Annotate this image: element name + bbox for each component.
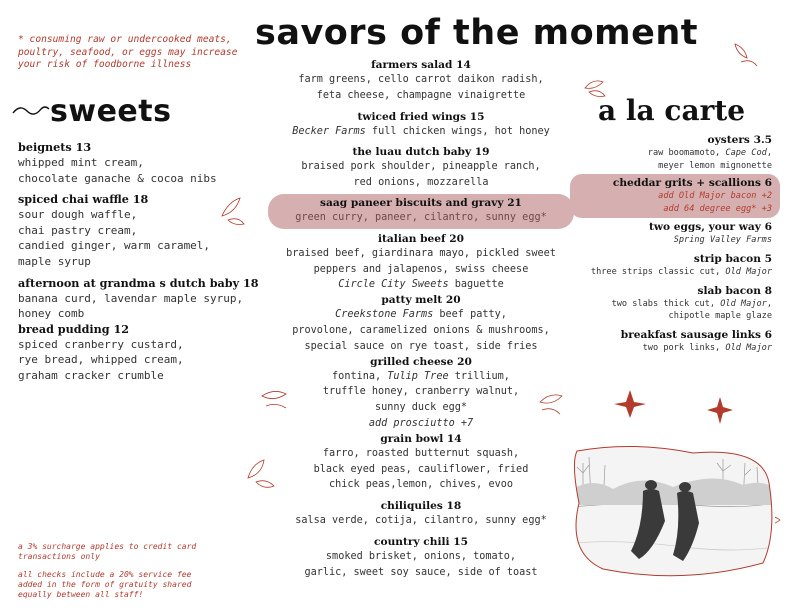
- menu-item-desc: chocolate ganache & cocoa nibs: [18, 171, 217, 185]
- menu-item-desc-pre: two slabs thick cut,: [611, 298, 721, 309]
- menu-item-desc: sunny duck egg*: [374, 402, 467, 414]
- menu-item-desc-pre: three strips classic cut,: [590, 266, 726, 277]
- sparkle-icon: [707, 397, 733, 424]
- menu-item-desc: graham cracker crumble: [18, 368, 164, 382]
- menu-item-desc: [268, 307, 574, 323]
- menu-item-name: italian beef 20: [378, 232, 464, 245]
- farm-name: Cape Cod: [725, 148, 767, 158]
- menu-item-desc: [590, 266, 772, 279]
- food-safety-notice: * consuming raw or undercooked meats, poultry, seafood, or eggs may increase your risk of foodborne illness: [18, 34, 238, 70]
- menu-title: savors of the moment: [255, 13, 698, 53]
- menu-item-name: slab bacon 8: [697, 284, 772, 297]
- menu-item-desc: chipotle maple glaze: [668, 311, 772, 322]
- menu-item-addon: add 64 degree egg* +3: [663, 203, 772, 214]
- menu-item-name: twiced fried wings 15: [357, 110, 485, 123]
- menu-item-desc-pre: two pork links,: [642, 342, 726, 353]
- menu-item-desc: whipped mint cream,: [18, 156, 144, 169]
- menu-item-desc: farm greens, cello carrot daikon radish,: [298, 74, 544, 85]
- a-la-carte-heading: a la carte: [598, 94, 746, 127]
- menu-item-desc: black eyed peas, cauliflower, fried: [313, 463, 529, 475]
- menu-item-desc: braised pork shoulder, pineapple ranch,: [301, 161, 541, 173]
- menu-item-desc: spiced cranberry custard,: [18, 337, 184, 351]
- menu-item-name: bread pudding 12: [18, 321, 130, 336]
- ice-skaters-illustration: [573, 443, 775, 579]
- sparkle-icon: [614, 390, 646, 418]
- menu-item-name: the luau dutch baby 19: [352, 146, 490, 159]
- menu-item-desc: rye bread, whipped cream,: [18, 353, 184, 367]
- menu-item-desc: braised beef, giardinara mayo, pickled sweet: [286, 247, 556, 259]
- farm-name: Old Major: [725, 266, 772, 277]
- sweets-section: [18, 140, 278, 384]
- menu-item-name: strip bacon 5: [693, 252, 772, 265]
- menu-item-name: saag paneer biscuits and gravy 21: [320, 196, 522, 209]
- menu-item-name: afternoon at grandma s dutch baby 18: [18, 275, 259, 290]
- menu-item-desc: meyer lemon mignonette: [658, 160, 772, 171]
- menu-item-addon: add prosciutto +7: [368, 417, 474, 429]
- menu-item-desc: smoked brisket, onions, tomato,: [325, 550, 517, 562]
- menu-item-desc: red onions, mozzarella: [353, 177, 489, 189]
- menu-item-desc-rest: beef patty,: [433, 309, 507, 321]
- menu-item-desc: chick peas,lemon, chives, evoo: [328, 479, 513, 491]
- featured-item-highlight: [570, 174, 780, 218]
- farm-name: Creekstone Farms: [335, 309, 434, 321]
- farm-name: Tulip Tree: [387, 370, 449, 382]
- menu-item-name: oysters 3.5: [707, 134, 772, 146]
- menu-item-desc: candied ginger, warm caramel,: [18, 239, 211, 253]
- vendor-name: Circle City Sweets: [338, 279, 449, 291]
- sweets-heading: sweets: [50, 94, 172, 129]
- menu-item-desc-rest: trillium,: [448, 370, 510, 382]
- menu-item-desc: honey comb: [18, 307, 85, 321]
- menu-item-desc: salsa verde, cotija, cilantro, sunny egg*: [295, 515, 547, 527]
- menu-item-desc: sour dough waffle,: [18, 208, 138, 222]
- menu-item-desc: [268, 124, 574, 140]
- featured-item-highlight: [268, 194, 574, 229]
- menu-item-desc: [268, 369, 574, 385]
- menu-item-name: two eggs, your way 6: [648, 221, 772, 234]
- farm-name: Old Major: [725, 342, 772, 353]
- a-la-carte-section: [590, 133, 772, 354]
- surcharge-note: a 3% surcharge applies to credit card transactions only: [18, 542, 197, 561]
- menu-item-desc: provolone, caramelized onions & mushrooms,: [292, 324, 550, 336]
- menu-item-desc: maple syrup: [18, 254, 91, 268]
- menu-item-addon: add Old Major bacon +2: [658, 191, 772, 202]
- menu-item-desc: farro, roasted butternut squash,: [322, 447, 520, 459]
- menu-item-name: patty melt 20: [381, 294, 461, 307]
- menu-item-name: spiced chai waffle 18: [18, 192, 149, 207]
- menu-item-desc-rest: baguette: [448, 279, 504, 291]
- farm-name: Old Major: [720, 298, 767, 309]
- menu-item-desc: chai pastry cream,: [18, 223, 138, 237]
- menu-item-desc: [268, 277, 574, 293]
- menu-item-name: farmers salad 14: [371, 59, 471, 71]
- menu-item-name: breakfast sausage links 6: [620, 328, 772, 341]
- farm-name: Becker Farms: [292, 125, 366, 137]
- menu-item-desc-pre: raw boomamoto,: [647, 148, 726, 158]
- menu-item-desc: green curry, paneer, cilantro, sunny egg*: [295, 211, 547, 223]
- menu-item-name: chiliquiles 18: [380, 500, 462, 513]
- menu-item-desc: special sauce on rye toast, side fries: [304, 340, 538, 352]
- menu-item-name: grilled cheese 20: [370, 355, 472, 368]
- footer-notes: [18, 542, 218, 608]
- mains-section: [268, 58, 574, 581]
- menu-item-desc-post: ,: [766, 298, 772, 309]
- menu-item-desc-pre: fontina,: [332, 370, 388, 382]
- squiggle-icon: [12, 103, 50, 119]
- menu-item-desc: garlic, sweet soy sauce, side of toast: [304, 566, 538, 578]
- menu-item-name: beignets 13: [18, 140, 92, 154]
- service-fee-note: all checks include a 20% service fee added in the form of gratuity shared equally between all staff!: [18, 570, 192, 599]
- menu-item-desc: banana curd, lavendar maple syrup,: [18, 291, 244, 305]
- menu-item-name: cheddar grits + scallions 6: [612, 177, 772, 190]
- menu-item-desc: feta cheese, champagne vinaigrette: [316, 89, 526, 101]
- menu-item-desc: [590, 147, 772, 160]
- menu-item-desc-rest: full chicken wings, hot honey: [365, 125, 550, 137]
- menu-item-desc: peppers and jalapenos, swiss cheese: [313, 263, 529, 275]
- menu-item-name: grain bowl 14: [380, 432, 462, 445]
- farm-name: Spring Valley Farms: [673, 235, 772, 246]
- menu-item-desc: truffle honey, cranberry walnut,: [322, 386, 520, 398]
- menu-item-desc: [590, 298, 772, 311]
- menu-item-desc-post: ,: [766, 148, 772, 158]
- menu-item-desc: [590, 342, 772, 355]
- menu-item-name: country chili 15: [374, 535, 468, 548]
